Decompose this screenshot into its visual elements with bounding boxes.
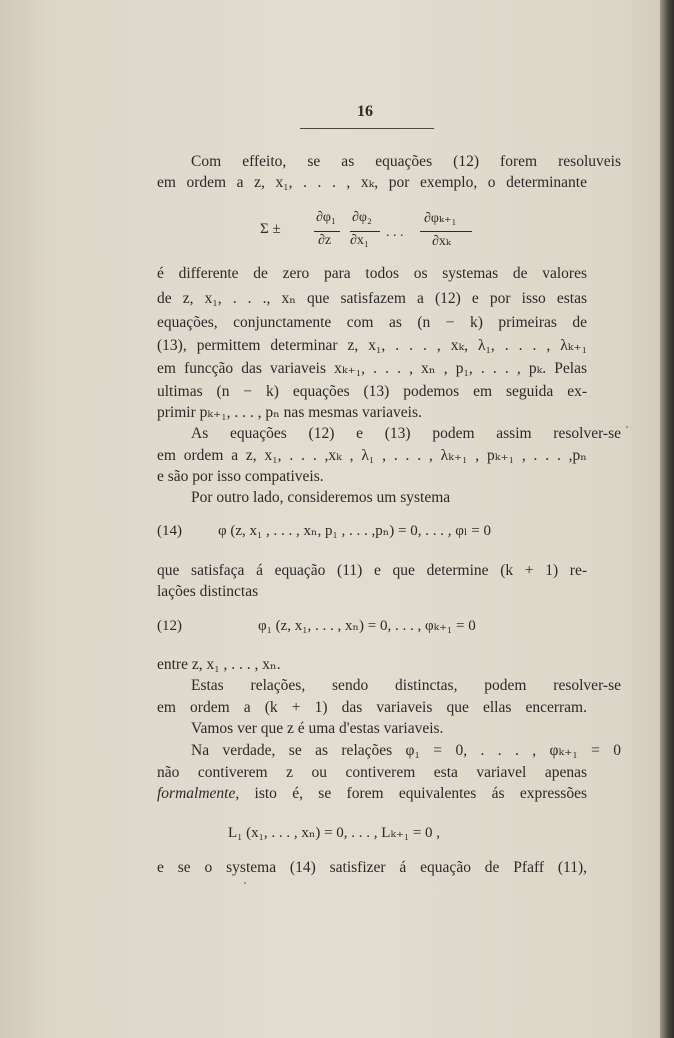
text-line: em ordem a z, x₁, . . . ,xₖ , λ₁ , . . . , λₖ₊₁ , pₖ₊₁ , . . . ,pₙ — [157, 447, 587, 464]
text-line: equações, conjunctamente com as (n − k) primeiras de — [157, 314, 587, 331]
fraction-bar — [350, 231, 380, 232]
denominator: ∂x₁ — [350, 233, 369, 248]
text-line: Por outro lado, consideremos um systema — [191, 489, 451, 506]
text-line: que satisfaça á equação (11) e que determine (k + 1) re- — [157, 562, 587, 579]
text-line: em funcção das variaveis xₖ₊₁, . . . , xₙ , p₁, . . . , pₖ. Pelas — [157, 360, 587, 377]
text-line: em ordem a z, x₁, . . . , xₖ, por exemplo, o determinante — [157, 174, 587, 191]
denominator: ∂xₖ — [432, 234, 452, 249]
equation-L: L₁ (x₁, . . . , xₙ) = 0, . . . , Lₖ₊₁ = 0 , — [228, 825, 441, 841]
book-spine-edge — [660, 0, 674, 1038]
equation-14: φ (z, x₁ , . . . , xₙ, p₁ , . . . ,pₙ) = 0, . . . , φₗ = 0 — [218, 523, 491, 539]
fraction-bar — [314, 231, 340, 232]
text-line: não contiverem z ou contiverem esta variavel apenas — [157, 764, 587, 781]
text-line: lações distinctas — [157, 583, 259, 600]
text-line: As equações (12) e (13) podem assim resolver-se — [191, 425, 621, 442]
equation-12: φ₁ (z, x₁, . . . , xₙ) = 0, . . . , φₖ₊₁ = 0 — [258, 618, 476, 634]
text-line: Estas relações, sendo distinctas, podem resolver-se — [191, 677, 621, 694]
paper-speck — [626, 426, 628, 428]
text-line: e se o systema (14) satisfizer á equação de Pfaff (11), — [157, 859, 587, 876]
denominator: ∂z — [318, 233, 332, 248]
equation-label: (12) — [157, 618, 182, 634]
equation-label: (14) — [157, 523, 182, 539]
text-line: formalmente, isto é, se forem equivalentes ás expressões — [157, 785, 587, 802]
numerator: ∂φ₂ — [352, 210, 372, 225]
text-line: primir pₖ₊₁, . . . , pₙ nas mesmas variaveis. — [157, 404, 422, 421]
determinant-formula — [260, 203, 480, 257]
text-line: de z, x₁, . . ., xₙ que satisfazem a (12) e por isso estas — [157, 290, 587, 307]
text-line: Com effeito, se as equações (12) forem resoluveis — [191, 153, 621, 170]
text-line: é differente de zero para todos os systemas de valores — [157, 265, 587, 282]
sigma-symbol: Σ ± — [260, 221, 281, 237]
fraction-bar — [420, 231, 472, 232]
text-line: Na verdade, se as relações φ₁ = 0, . . . , φₖ₊₁ = 0 — [191, 742, 621, 759]
text-line: entre z, x₁ , . . . , xₙ. — [157, 656, 281, 673]
text-line: Vamos ver que z é uma d'estas variaveis. — [191, 720, 444, 737]
text-line: e são por isso compativeis. — [157, 468, 324, 485]
header-rule — [300, 128, 434, 129]
page-number: 16 — [357, 103, 373, 120]
ellipsis: . . . — [386, 225, 404, 240]
text-line: em ordem a (k + 1) das variaveis que ellas encerram. — [157, 699, 587, 716]
paper-speck — [244, 882, 246, 884]
numerator: ∂φ₁ — [316, 210, 336, 225]
text-line: ultimas (n − k) equações (13) podemos em seguida ex- — [157, 383, 587, 400]
numerator: ∂φₖ₊₁ — [424, 211, 457, 226]
text-line: (13), permittem determinar z, x₁, . . . , xₖ, λ₁, . . . , λₖ₊₁ — [157, 337, 587, 354]
